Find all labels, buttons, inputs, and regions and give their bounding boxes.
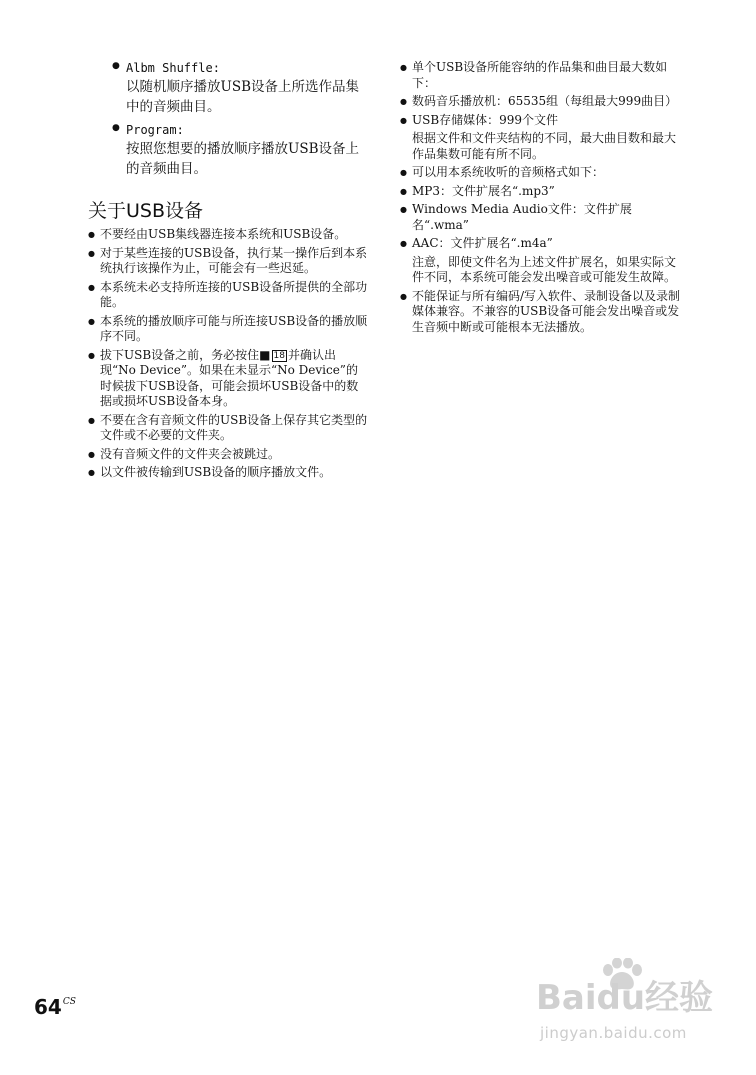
max-count-list — [400, 94, 682, 128]
list-item: ● 对于某些连接的USB设备，执行某一操作后到本系统执行该操作为止，可能会有一些迟延。 — [88, 246, 368, 277]
format-types-list — [400, 184, 682, 252]
list-item: ● 可以用本系统收听的音频格式如下： — [400, 165, 682, 181]
max-note-text: 根据文件和文件夹结构的不同，最大曲目数和最大作品集数可能有所不同。 — [412, 131, 677, 161]
max-intro: ● 单个USB设备所能容纳的作品集和曲目最大数如下： — [412, 60, 668, 90]
list-item: ● 本系统的播放顺序可能与所连接USB设备的播放顺序不同。 — [88, 314, 368, 345]
formats-note-text: 注意，即使文件名为上述文件扩展名，如果实际文件不同，本系统可能会发出噪音或可能发生故障。 — [412, 254, 677, 284]
left-column — [88, 60, 368, 484]
mode-name: ● Albm Shuffle: — [126, 61, 220, 75]
list-item — [88, 348, 368, 410]
watermark-logo-text: Baidu经验 — [536, 978, 714, 1018]
dash-item: ● Windows Media Audio文件：文件扩展名“.wma” — [400, 202, 682, 233]
mode-description: 以随机顺序播放USB设备上所选作品集中的音频曲目。 — [126, 79, 360, 115]
remove-text-before: 拔下USB设备之前，务必按住■ — [100, 347, 271, 362]
max-note — [400, 131, 682, 162]
list-item: ● 不要在含有音频文件的USB设备上保存其它类型的文件或不必要的文件夹。 — [88, 413, 368, 444]
list-item: ● 以文件被传输到USB设备的顺序播放文件。 — [88, 465, 368, 481]
baidu-watermark — [528, 958, 738, 1054]
key-number-badge: 18 — [273, 350, 285, 361]
dash-item: ● MP3：文件扩展名“.mp3” — [400, 184, 682, 200]
page-number — [34, 990, 76, 1019]
dash-item: ● USB存储媒体：999个文件 — [400, 113, 682, 129]
list-item: ● 不能保证与所有编码/写入软件、录制设备以及录制媒体兼容。不兼容的USB设备可能会发出噪音或发生音频中断或可能根本无法播放。 — [400, 289, 682, 336]
usb-notes-list — [88, 227, 368, 481]
list-item: ● 本系统未必支持所连接的USB设备所提供的全部功能。 — [88, 280, 368, 311]
page-number-value: 64 — [34, 995, 62, 1019]
dash-item: ● AAC：文件扩展名“.m4a” — [400, 236, 682, 252]
dash-item: ● 数码音乐播放机：65535组（每组最大999曲目） — [400, 94, 682, 110]
watermark-url: jingyan.baidu.com — [540, 1024, 687, 1042]
max-note-wrap — [400, 131, 682, 162]
list-item: ● 不要经由USB集线器连接本系统和USB设备。 — [88, 227, 368, 243]
section-title: 关于USB设备 — [88, 200, 204, 222]
right-column — [400, 60, 682, 338]
formats-note-wrap — [400, 255, 682, 286]
page-number-suffix: CS — [62, 997, 76, 1007]
compat-list — [400, 289, 682, 336]
usb-specs-list — [400, 60, 682, 91]
list-item — [400, 60, 682, 91]
list-item — [112, 60, 368, 117]
mode-description: 按照您想要的播放顺序播放USB设备上的音频曲目。 — [126, 141, 360, 177]
play-mode-list — [88, 60, 368, 179]
formats-note — [400, 255, 682, 286]
list-item: ● 没有音频文件的文件夹会被跳过。 — [88, 447, 368, 463]
list-item — [112, 122, 368, 179]
formats-list — [400, 165, 682, 181]
mode-name: ● Program: — [126, 123, 184, 137]
remove-text-after: 并确认出现“No Device”。如果在未显示“No Device”的时候拔下USB设备，可能会损坏USB设备中的数据或损坏USB设备本身。 — [100, 347, 359, 408]
